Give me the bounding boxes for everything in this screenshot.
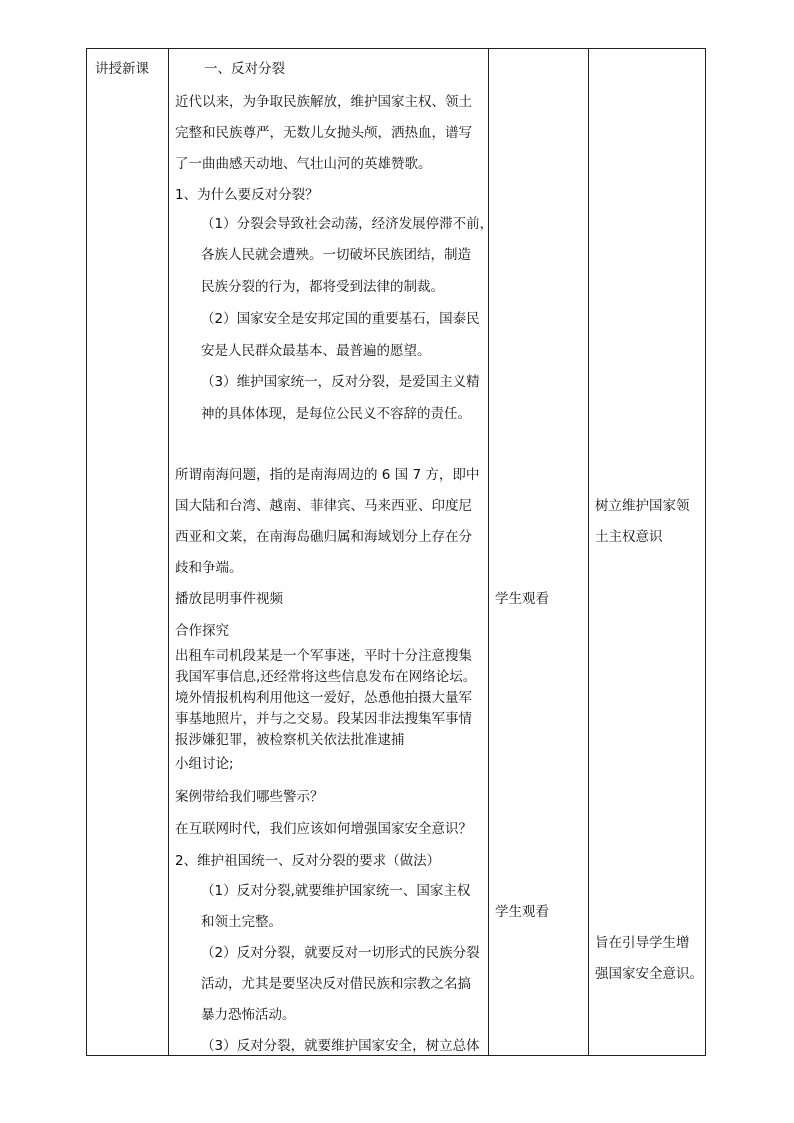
text-line: 国大陆和台湾、越南、菲律宾、马来西亚、印度尼 — [175, 498, 472, 514]
text-line: （2）反对分裂，就要反对一切形式的民族分裂 — [201, 945, 480, 961]
text-line: 暴力恐怖活动。 — [201, 1007, 296, 1023]
phase-label: 讲授新课 — [95, 61, 149, 77]
intent-note: 树立维护国家领 — [595, 498, 690, 514]
question-line: 在互联网时代，我们应该如何增强国家安全意识？ — [175, 821, 472, 837]
text-line: （3）反对分裂，就要维护国家安全，树立总体 — [201, 1038, 480, 1054]
case-line: 境外情报机构利用他这一爱好，怂恿他拍摄大量军 — [175, 690, 472, 706]
video-note: 播放昆明事件视频 — [175, 591, 283, 607]
text-line: 和领土完整。 — [201, 914, 282, 930]
text-line: 了一曲曲感天动地、气壮山河的英雄赞歌。 — [175, 156, 432, 172]
text-line: 各族人民就会遭殃。一切破坏民族团结，制造 — [201, 247, 471, 263]
case-line: 出租车司机段某是一个军事迷，平时十分注意搜集 — [175, 648, 472, 664]
column-divider — [588, 49, 589, 1055]
question-heading: 1、为什么要反对分裂？ — [175, 187, 319, 203]
intent-note: 土主权意识 — [595, 529, 663, 545]
question-line: 案例带给我们哪些警示？ — [175, 789, 324, 805]
lesson-plan-table — [86, 48, 706, 1056]
text-line: （3）维护国家统一，反对分裂，是爱国主义精 — [201, 374, 480, 390]
intent-note: 旨在引导学生增 — [595, 935, 690, 951]
case-line: 报涉嫌犯罪，被检察机关依法批准逮捕 — [175, 732, 405, 748]
student-note: 学生观看 — [495, 591, 549, 607]
case-line: 事基地照片，并与之交易。段某因非法搜集军事情 — [175, 711, 472, 727]
text-line: （1）反对分裂,就要维护国家统一、国家主权 — [201, 883, 471, 899]
text-line: （2）国家安全是安邦定国的重要基石，国泰民 — [201, 311, 480, 327]
text-line: 活动，尤其是要坚决反对借民族和宗教之名搞 — [201, 976, 471, 992]
text-line: 近代以来，为争取民族解放，维护国家主权、领土 — [175, 94, 472, 110]
text-line: 所谓南海问题，指的是南海周边的 6 国 7 方，即中 — [175, 467, 480, 483]
text-line: 神的具体体现，是每位公民义不容辞的责任。 — [201, 406, 471, 422]
column-divider — [488, 49, 489, 1055]
text-line: 民族分裂的行为，都将受到法律的制裁。 — [201, 279, 444, 295]
text-line: （1）分裂会导致社会动荡，经济发展停滞不前， — [201, 216, 494, 232]
student-note: 学生观看 — [495, 904, 549, 920]
column-divider — [168, 49, 169, 1055]
text-line: 歧和争端。 — [175, 560, 243, 576]
case-line: 我国军事信息,还经常将这些信息发布在网络论坛。 — [175, 669, 477, 685]
question-heading: 2、维护祖国统一、反对分裂的要求（做法） — [175, 853, 441, 869]
intent-note: 强国家安全意识。 — [595, 966, 703, 982]
text-line: 西亚和文莱，在南海岛礁归属和海域划分上存在分 — [175, 529, 472, 545]
section-heading: 一、反对分裂 — [204, 61, 285, 77]
text-line: 完整和民族尊严，无数儿女抛头颅，洒热血，谱写 — [175, 125, 472, 141]
activity-heading: 合作探究 — [175, 623, 229, 639]
text-line: 小组讨论; — [175, 756, 234, 772]
text-line: 安是人民群众最基本、最普遍的愿望。 — [201, 343, 431, 359]
